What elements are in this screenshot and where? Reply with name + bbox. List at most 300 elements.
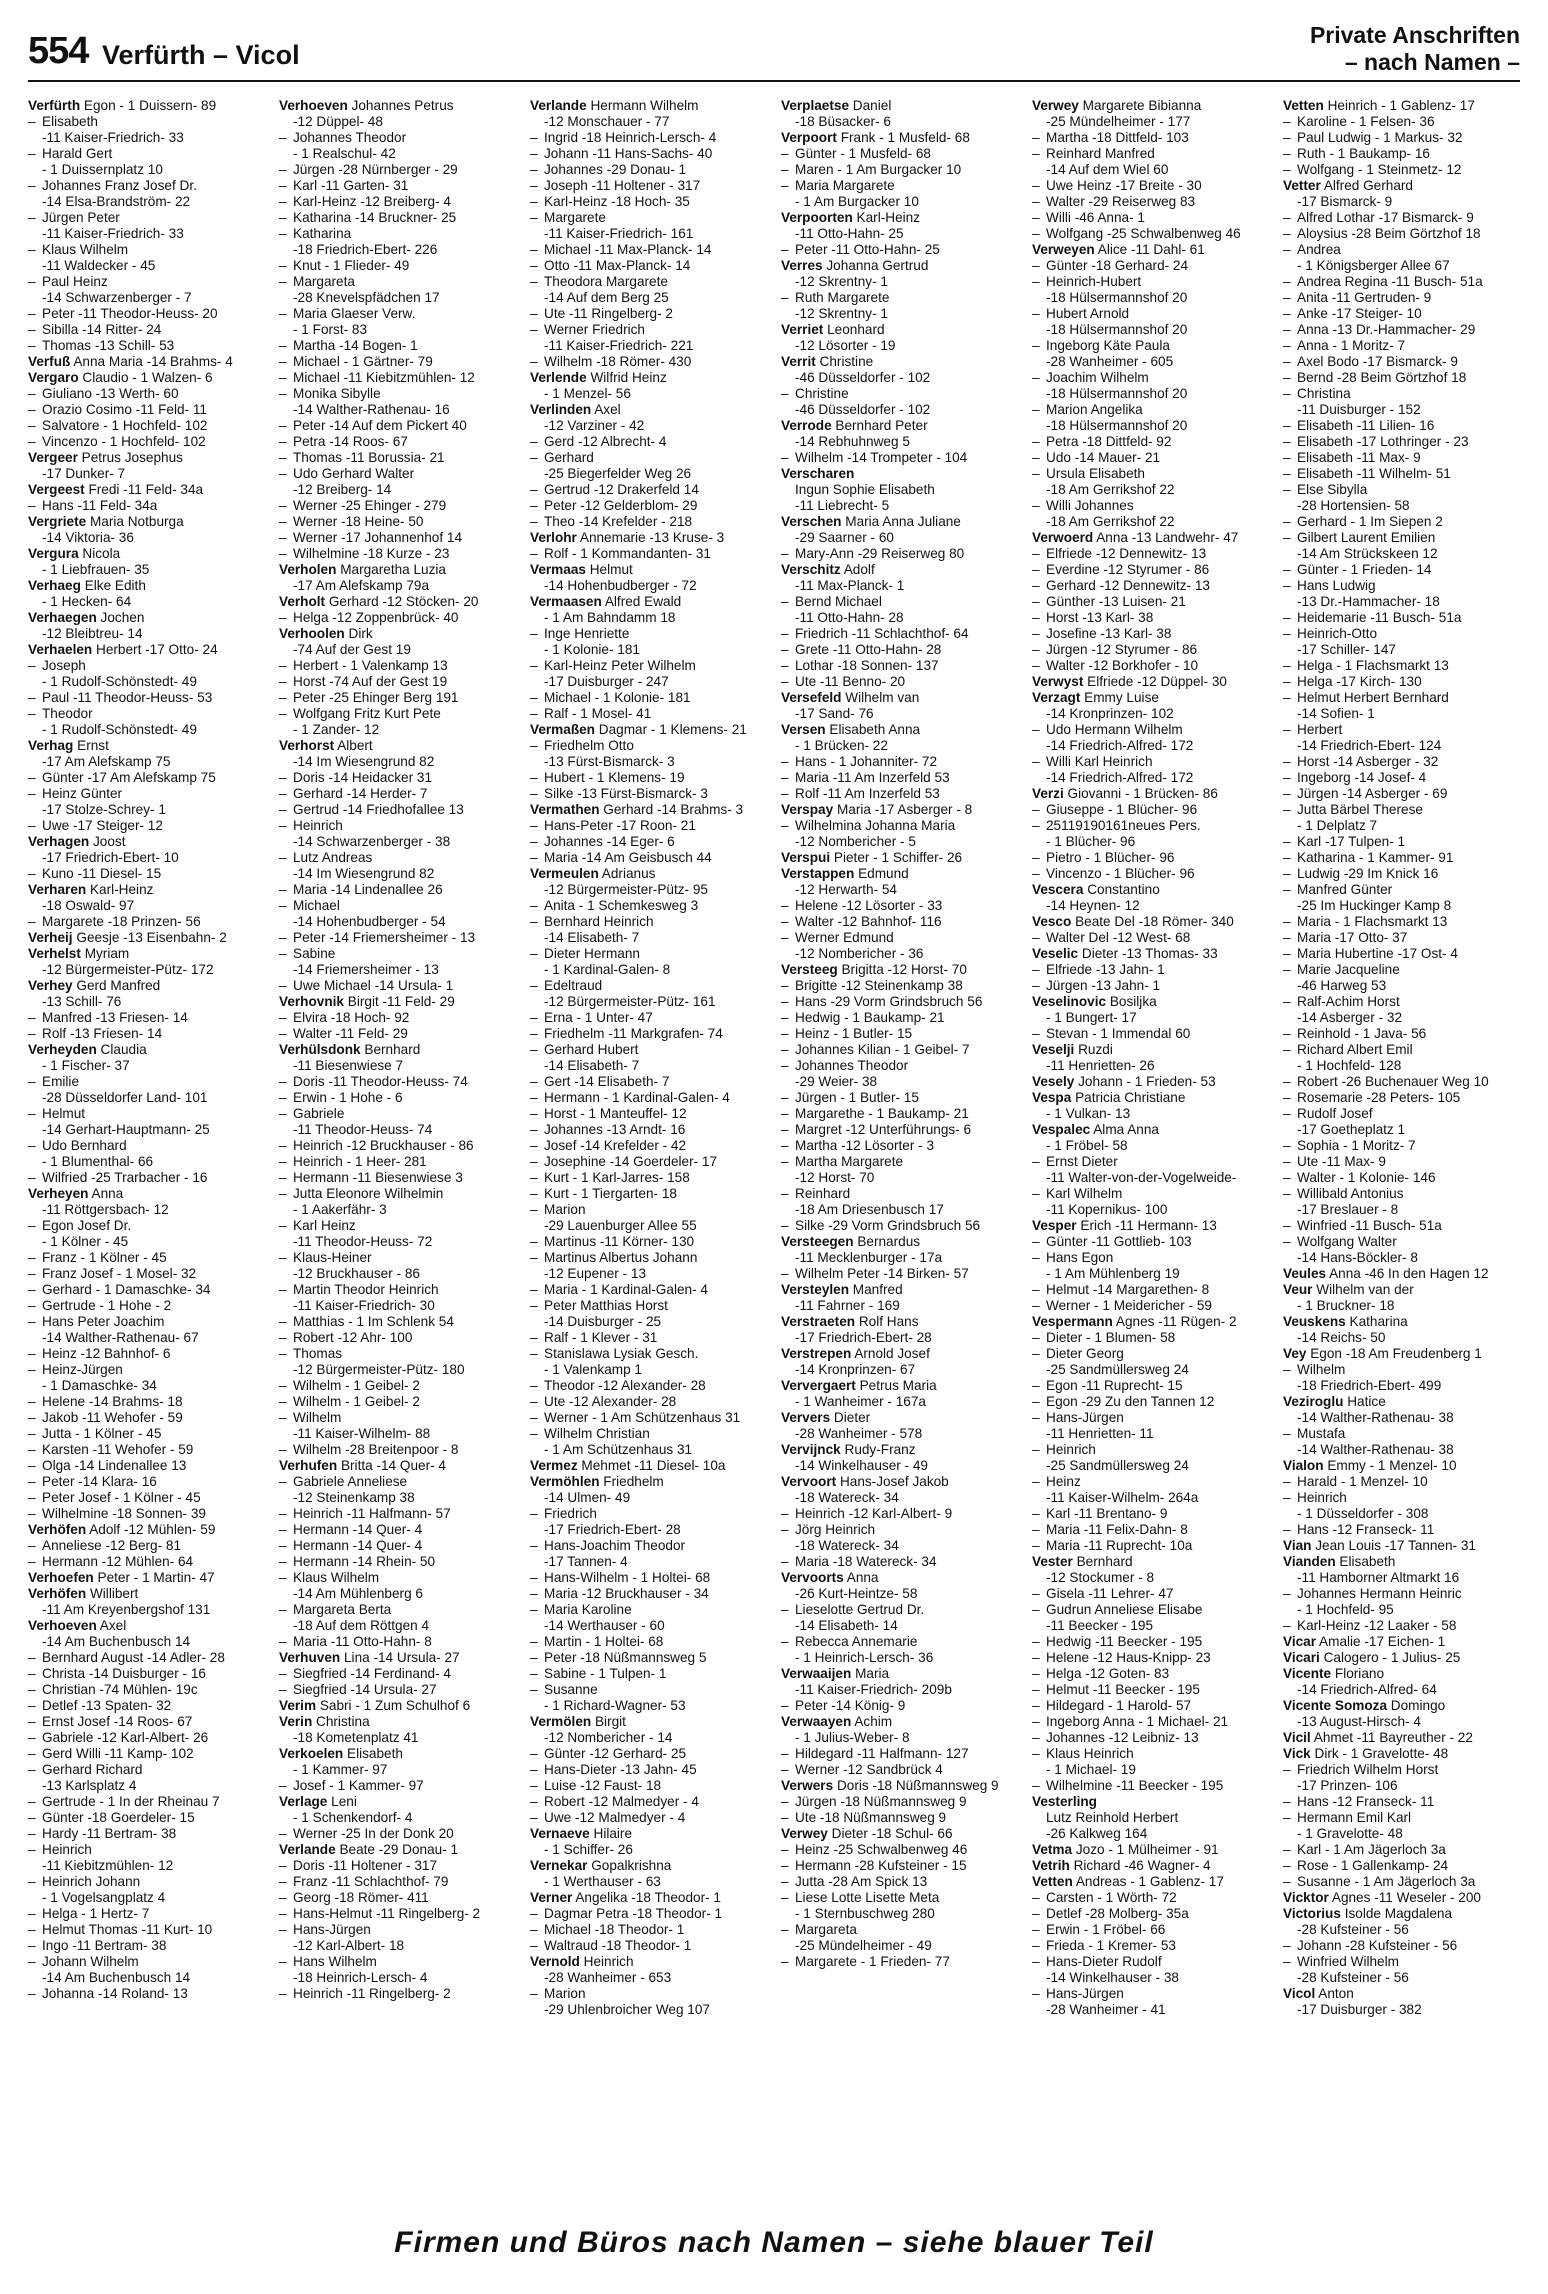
- dash-marker: –: [1032, 930, 1040, 945]
- dash-marker: –: [28, 1010, 36, 1025]
- entry-text: Pietro - 1 Blücher- 96: [1046, 850, 1175, 865]
- dash-marker: –: [530, 1042, 538, 1057]
- dash-marker: –: [279, 1554, 287, 1569]
- dash-marker: –: [1283, 946, 1291, 961]
- address-continuation: [1032, 738, 1269, 754]
- entry-text: -17 Friedrich-Ebert- 10: [42, 850, 179, 865]
- entry-text: -26 Kalkweg 164: [1046, 1826, 1148, 1841]
- dash-marker: –: [1283, 802, 1291, 817]
- given-name-entry: [279, 1346, 516, 1362]
- surname: Verweyen: [1032, 242, 1095, 257]
- address-continuation: [530, 1490, 767, 1506]
- given-name-entry: [1032, 258, 1269, 274]
- given-name-entry: [530, 818, 767, 834]
- address-continuation: [279, 1298, 516, 1314]
- surname-entry: [530, 98, 767, 114]
- entry-text: - 1 Damaschke- 34: [42, 1378, 157, 1393]
- surname: Vetrih: [1032, 1858, 1070, 1873]
- given-name-entry: [28, 1874, 265, 1890]
- surname: Verschitz: [781, 562, 841, 577]
- address-continuation: [1032, 1458, 1269, 1474]
- entry-text: Erwin - 1 Fröbel- 66: [1046, 1922, 1166, 1937]
- entry-text: Bernd Michael: [795, 594, 882, 609]
- dash-marker: –: [1283, 1490, 1291, 1505]
- given-name-entry: [279, 898, 516, 914]
- given-name-entry: [28, 690, 265, 706]
- dash-marker: –: [1032, 1906, 1040, 1921]
- given-name-entry: [1283, 1170, 1520, 1186]
- given-name-entry: [781, 930, 1018, 946]
- dash-marker: –: [279, 1858, 287, 1873]
- address-continuation: [530, 1266, 767, 1282]
- address-continuation: [28, 626, 265, 642]
- surname-entry: [1283, 1698, 1520, 1714]
- entry-text: Annemarie -13 Kruse- 3: [579, 530, 725, 545]
- given-name-entry: [1283, 866, 1520, 882]
- entry-text: Horst - 1 Manteuffel- 12: [544, 1106, 687, 1121]
- entry-text: -17 Am Alefskamp 79a: [293, 578, 430, 593]
- address-continuation: [28, 1634, 265, 1650]
- surname: Vergeer: [28, 450, 78, 465]
- address-continuation: [781, 1170, 1018, 1186]
- given-name-entry: [279, 418, 516, 434]
- surname: Versteeg: [781, 962, 838, 977]
- entry-text: Rose - 1 Gallenkamp- 24: [1297, 1858, 1449, 1873]
- dash-marker: –: [1032, 1746, 1040, 1761]
- address-continuation: [28, 898, 265, 914]
- given-name-entry: [530, 850, 767, 866]
- entry-text: Waltraud -18 Theodor- 1: [544, 1938, 692, 1953]
- entry-text: Silke -13 Fürst-Bismarck- 3: [544, 786, 708, 801]
- given-name-entry: [28, 1218, 265, 1234]
- surname-entry: [28, 546, 265, 562]
- surname-entry: [1032, 786, 1269, 802]
- dash-marker: –: [781, 898, 789, 913]
- given-name-entry: [781, 1266, 1018, 1282]
- given-name-entry: [530, 242, 767, 258]
- given-name-entry: [1283, 1810, 1520, 1826]
- dash-marker: –: [1032, 578, 1040, 593]
- surname-entry: [781, 98, 1018, 114]
- address-continuation: [279, 1810, 516, 1826]
- given-name-entry: [530, 274, 767, 290]
- given-name-entry: [28, 338, 265, 354]
- entry-text: Udo Bernhard: [42, 1138, 127, 1153]
- entry-text: Hermann -14 Rhein- 50: [293, 1554, 436, 1569]
- entry-text: Herbert - 1 Valenkamp 13: [293, 658, 448, 673]
- entry-text: Friedrich Wilhelm Horst: [1297, 1762, 1439, 1777]
- given-name-entry: [530, 514, 767, 530]
- surname-entry: [28, 98, 265, 114]
- entry-text: -12 Varziner - 42: [544, 418, 645, 433]
- surname-entry: [28, 978, 265, 994]
- entry-text: Heinrich -11 Ringelberg- 2: [293, 1986, 451, 2001]
- dash-marker: –: [279, 1666, 287, 1681]
- surname-entry: [28, 1522, 265, 1538]
- given-name-entry: [279, 1026, 516, 1042]
- surname: Verfuß: [28, 354, 71, 369]
- entry-text: Helga -12 Zoppenbrück- 40: [293, 610, 459, 625]
- address-continuation: [781, 882, 1018, 898]
- entry-text: Johannes -14 Eger- 6: [544, 834, 675, 849]
- entry-text: Katharina -14 Bruckner- 25: [293, 210, 457, 225]
- dash-marker: –: [28, 1314, 36, 1329]
- dash-marker: –: [530, 1762, 538, 1777]
- dash-marker: –: [530, 1410, 538, 1425]
- surname: Vicol: [1283, 1986, 1316, 2001]
- given-name-entry: [530, 1410, 767, 1426]
- surname-entry: [781, 322, 1018, 338]
- entry-text: Klaus Wilhelm: [293, 1570, 380, 1585]
- address-continuation: [1283, 738, 1520, 754]
- surname: Verwoerd: [1032, 530, 1094, 545]
- surname-entry: [1283, 1650, 1520, 1666]
- surname: Veselic: [1032, 946, 1079, 961]
- dash-marker: –: [279, 946, 287, 961]
- dash-marker: –: [530, 434, 538, 449]
- entry-text: Maria: [855, 1666, 890, 1681]
- dash-marker: –: [1283, 1874, 1291, 1889]
- entry-text: Helmut Herbert Bernhard: [1297, 690, 1449, 705]
- entry-text: Marion: [544, 1202, 586, 1217]
- given-name-entry: [1032, 1394, 1269, 1410]
- entry-text: Johannes Franz Josef Dr.: [42, 178, 197, 193]
- entry-text: Doris -11 Theodor-Heuss- 74: [293, 1074, 468, 1089]
- entry-text: Martha Margarete: [795, 1154, 904, 1169]
- dash-marker: –: [530, 1394, 538, 1409]
- dash-marker: –: [28, 770, 36, 785]
- dash-marker: –: [1283, 354, 1291, 369]
- dash-marker: –: [1032, 226, 1040, 241]
- entry-text: -12 Bürgermeister-Pütz- 180: [293, 1362, 465, 1377]
- entry-text: Theo -14 Krefelder - 218: [544, 514, 693, 529]
- given-name-entry: [279, 1314, 516, 1330]
- address-continuation: [530, 226, 767, 242]
- address-continuation: [28, 1890, 265, 1906]
- surname-entry: [530, 530, 767, 546]
- given-name-entry: [279, 946, 516, 962]
- entry-text: Gopalkrishna: [591, 1858, 672, 1873]
- address-continuation: [1032, 1202, 1269, 1218]
- entry-text: Jutta - 1 Kölner - 45: [42, 1426, 162, 1441]
- address-continuation: [530, 2002, 767, 2018]
- given-name-entry: [530, 1602, 767, 1618]
- dash-marker: –: [28, 1218, 36, 1233]
- entry-text: -18 Büsacker- 6: [795, 114, 891, 129]
- given-name-entry: [279, 1394, 516, 1410]
- dash-marker: –: [1032, 1282, 1040, 1297]
- given-name-entry: [530, 1426, 767, 1442]
- entry-text: Christian -74 Mühlen- 19c: [42, 1682, 198, 1697]
- given-name-entry: [530, 1778, 767, 1794]
- given-name-entry: [781, 994, 1018, 1010]
- address-continuation: [530, 930, 767, 946]
- entry-text: Carsten - 1 Wörth- 72: [1046, 1890, 1177, 1905]
- entry-text: Johannes Hermann Heinric: [1297, 1586, 1462, 1601]
- entry-text: Friedrich: [544, 1506, 597, 1521]
- surname-entry: [279, 738, 516, 754]
- given-name-entry: [279, 210, 516, 226]
- dash-marker: –: [1283, 578, 1291, 593]
- surname-entry: [1283, 1346, 1520, 1362]
- entry-text: -11 Theodor-Heuss- 74: [293, 1122, 433, 1137]
- address-continuation: [279, 914, 516, 930]
- entry-text: Heinrich Johann: [42, 1874, 141, 1889]
- entry-text: Wilhelmine -18 Sonnen- 39: [42, 1506, 206, 1521]
- given-name-entry: [1283, 658, 1520, 674]
- given-name-entry: [1032, 1586, 1269, 1602]
- given-name-entry: [28, 1282, 265, 1298]
- given-name-entry: [781, 1794, 1018, 1810]
- given-name-entry: [28, 1506, 265, 1522]
- address-continuation: [781, 370, 1018, 386]
- entry-text: - 1 Richard-Wagner- 53: [544, 1698, 686, 1713]
- given-name-entry: [781, 162, 1018, 178]
- address-continuation: [1283, 1442, 1520, 1458]
- entry-text: -18 Am Gerrikshof 22: [1046, 482, 1175, 497]
- dash-marker: –: [1283, 674, 1291, 689]
- dash-marker: –: [28, 1762, 36, 1777]
- given-name-entry: [530, 1186, 767, 1202]
- entry-text: -14 Reichs- 50: [1297, 1330, 1386, 1345]
- entry-text: Aloysius -28 Beim Görtzhof 18: [1297, 226, 1481, 241]
- surname-entry: [279, 1650, 516, 1666]
- given-name-entry: [1032, 130, 1269, 146]
- dash-marker: –: [1283, 1074, 1291, 1089]
- dash-marker: –: [1283, 722, 1291, 737]
- given-name-entry: [530, 1682, 767, 1698]
- surname-entry: [1283, 1394, 1520, 1410]
- dash-marker: –: [1032, 402, 1040, 417]
- given-name-entry: [1283, 482, 1520, 498]
- surname: Vermaßen: [530, 722, 595, 737]
- surname: Vesco: [1032, 914, 1072, 929]
- dash-marker: –: [28, 1538, 36, 1553]
- address-continuation: [28, 1858, 265, 1874]
- surname: Verspay: [781, 802, 834, 817]
- entry-text: -12 Lösorter - 19: [795, 338, 896, 353]
- address-continuation: [28, 1154, 265, 1170]
- dash-marker: –: [1283, 450, 1291, 465]
- entry-text: -14 Walther-Rathenau- 16: [293, 402, 450, 417]
- given-name-entry: [530, 306, 767, 322]
- address-continuation: [28, 1090, 265, 1106]
- entry-text: -14 Elisabeth- 7: [544, 930, 640, 945]
- entry-text: Paul Heinz: [42, 274, 108, 289]
- entry-text: Monika Sibylle: [293, 386, 381, 401]
- surname: Vervoort: [781, 1474, 837, 1489]
- dash-marker: –: [279, 802, 287, 817]
- dash-marker: –: [28, 1458, 36, 1473]
- dash-marker: –: [279, 418, 287, 433]
- entry-text: -12 Nombericher - 5: [795, 834, 916, 849]
- surname: Vespermann: [1032, 1314, 1113, 1329]
- entry-text: Sophia - 1 Moritz- 7: [1297, 1138, 1416, 1153]
- dash-marker: –: [530, 178, 538, 193]
- given-name-entry: [28, 322, 265, 338]
- dash-marker: –: [530, 482, 538, 497]
- entry-text: Hardy -11 Bertram- 38: [42, 1826, 177, 1841]
- address-continuation: [530, 962, 767, 978]
- dash-marker: –: [279, 658, 287, 673]
- surname-entry: [530, 722, 767, 738]
- entry-text: -14 Auf dem Berg 25: [544, 290, 669, 305]
- surname: Verlohr: [530, 530, 577, 545]
- entry-text: -74 Auf der Gest 19: [293, 642, 411, 657]
- entry-text: Ute -11 Benno- 20: [795, 674, 906, 689]
- entry-text: - 1 Menzel- 56: [544, 386, 631, 401]
- address-continuation: [530, 1218, 767, 1234]
- entry-text: -11 Kaiser-Friedrich- 161: [544, 226, 694, 241]
- entry-text: -18 Hülsermannshof 20: [1046, 386, 1188, 401]
- dash-marker: –: [1283, 626, 1291, 641]
- given-name-entry: [28, 1682, 265, 1698]
- given-name-entry: [781, 626, 1018, 642]
- entry-text: Elisabeth Anna: [829, 722, 921, 737]
- entry-text: Christina: [316, 1714, 370, 1729]
- given-name-entry: [530, 1282, 767, 1298]
- given-name-entry: [1032, 754, 1269, 770]
- dash-marker: –: [530, 1250, 538, 1265]
- entry-text: Emmy - 1 Menzel- 10: [1327, 1458, 1457, 1473]
- address-continuation: [781, 1730, 1018, 1746]
- dash-marker: –: [1032, 658, 1040, 673]
- address-continuation: [279, 1058, 516, 1074]
- entry-text: Helene -12 Haus-Knipp- 23: [1046, 1650, 1211, 1665]
- entry-text: Anita -11 Gertruden- 9: [1297, 290, 1432, 305]
- dash-marker: –: [530, 162, 538, 177]
- entry-text: Wilhelm van: [845, 690, 920, 705]
- given-name-entry: [28, 770, 265, 786]
- given-name-entry: [1283, 466, 1520, 482]
- entry-text: Uwe Michael -14 Ursula- 1: [293, 978, 454, 993]
- entry-text: -11 Henrietten- 11: [1046, 1426, 1154, 1441]
- given-name-entry: [530, 1234, 767, 1250]
- surname: Vian: [1283, 1538, 1312, 1553]
- entry-text: - 1 Wanheimer - 167a: [795, 1394, 926, 1409]
- given-name-entry: [530, 1074, 767, 1090]
- entry-text: -14 Auf dem Wiel 60: [1046, 162, 1169, 177]
- entry-text: Gerd -12 Albrecht- 4: [544, 434, 667, 449]
- given-name-entry: [28, 386, 265, 402]
- entry-text: - 1 Hecken- 64: [42, 594, 132, 609]
- surname-entry: [1283, 1538, 1520, 1554]
- given-name-entry: [781, 1874, 1018, 1890]
- given-name-entry: [28, 1826, 265, 1842]
- address-continuation: [781, 1682, 1018, 1698]
- given-name-entry: [1032, 1154, 1269, 1170]
- entry-text: Robert -26 Buchenauer Weg 10: [1297, 1074, 1489, 1089]
- entry-text: - 1 Rudolf-Schönstedt- 49: [42, 722, 197, 737]
- dash-marker: –: [279, 1090, 287, 1105]
- given-name-entry: [1032, 1682, 1269, 1698]
- address-continuation: [28, 1234, 265, 1250]
- entry-text: Jozo - 1 Mülheimer - 91: [1075, 1842, 1219, 1857]
- entry-text: Walter -12 Borkhofer - 10: [1046, 658, 1199, 673]
- entry-text: - 1 Liebfrauen- 35: [42, 562, 150, 577]
- dash-marker: –: [1032, 722, 1040, 737]
- surname-entry: [1032, 1122, 1269, 1138]
- surname-entry: [530, 562, 767, 578]
- entry-text: Maria -17 Otto- 37: [1297, 930, 1408, 945]
- entry-text: Detlef -28 Molberg- 35a: [1046, 1906, 1189, 1921]
- dash-marker: –: [279, 1890, 287, 1905]
- dash-marker: –: [1032, 1954, 1040, 1969]
- entry-text: Stevan - 1 Immendal 60: [1046, 1026, 1191, 1041]
- entry-text: Gert -14 Elisabeth- 7: [544, 1074, 670, 1089]
- entry-text: Ingeborg Käte Paula: [1046, 338, 1170, 353]
- entry-text: Maria -11 Am Inzerfeld 53: [795, 770, 950, 785]
- entry-text: Martha -12 Lösorter - 3: [795, 1138, 935, 1153]
- entry-text: -17 Duisburger - 247: [544, 674, 669, 689]
- given-name-entry: [781, 1554, 1018, 1570]
- surname-entry: [1283, 178, 1520, 194]
- dash-marker: –: [279, 370, 287, 385]
- given-name-entry: [279, 1858, 516, 1874]
- dash-marker: –: [781, 1874, 789, 1889]
- dash-marker: –: [28, 386, 36, 401]
- entry-text: Ute -11 Ringelberg- 2: [544, 306, 673, 321]
- given-name-entry: [28, 1922, 265, 1938]
- given-name-entry: [530, 1810, 767, 1826]
- address-continuation: [28, 1330, 265, 1346]
- dash-marker: –: [1283, 370, 1291, 385]
- entry-text: Reinhard: [795, 1186, 851, 1201]
- given-name-entry: [530, 450, 767, 466]
- given-name-entry: [1032, 1650, 1269, 1666]
- dash-marker: –: [1283, 210, 1291, 225]
- entry-text: Hilaire: [593, 1826, 633, 1841]
- dash-marker: –: [28, 1074, 36, 1089]
- address-continuation: [530, 994, 767, 1010]
- surname: Vernaeve: [530, 1826, 590, 1841]
- entry-text: Hermann -28 Kufsteiner - 15: [795, 1858, 967, 1873]
- given-name-entry: [781, 978, 1018, 994]
- given-name-entry: [279, 1330, 516, 1346]
- dash-marker: –: [1032, 338, 1040, 353]
- entry-text: -14 Friedrich-Alfred- 172: [1046, 770, 1194, 785]
- given-name-entry: [28, 1650, 265, 1666]
- entry-text: Elisabeth -11 Lilien- 16: [1297, 418, 1435, 433]
- dash-marker: –: [279, 850, 287, 865]
- address-continuation: [530, 578, 767, 594]
- dash-marker: –: [781, 1122, 789, 1137]
- entry-text: Udo -14 Mauer- 21: [1046, 450, 1161, 465]
- entry-text: -25 Biegerfelder Weg 26: [544, 466, 692, 481]
- surname-entry: [781, 1474, 1018, 1490]
- entry-text: Grete -11 Otto-Hahn- 28: [795, 642, 942, 657]
- entry-text: Dagmar Petra -18 Theodor- 1: [544, 1906, 723, 1921]
- dash-marker: –: [279, 1874, 287, 1889]
- entry-text: Dagmar - 1 Klemens- 21: [598, 722, 747, 737]
- address-continuation: [781, 1650, 1018, 1666]
- given-name-entry: [530, 1570, 767, 1586]
- entry-text: Thomas -11 Borussia- 21: [293, 450, 445, 465]
- entry-text: Ingeborg Anna - 1 Michael- 21: [1046, 1714, 1229, 1729]
- given-name-entry: [28, 1426, 265, 1442]
- given-name-entry: [530, 1394, 767, 1410]
- dash-marker: –: [279, 386, 287, 401]
- entry-text: - 1 Hochfeld- 95: [1297, 1602, 1394, 1617]
- entry-text: -12 Nombericher - 36: [795, 946, 924, 961]
- surname: Versteegen: [781, 1234, 854, 1249]
- address-continuation: [1032, 834, 1269, 850]
- entry-text: Werner Edmund: [795, 930, 894, 945]
- address-continuation: [28, 674, 265, 690]
- dash-marker: –: [28, 658, 36, 673]
- surname-entry: [781, 690, 1018, 706]
- given-name-entry: [781, 754, 1018, 770]
